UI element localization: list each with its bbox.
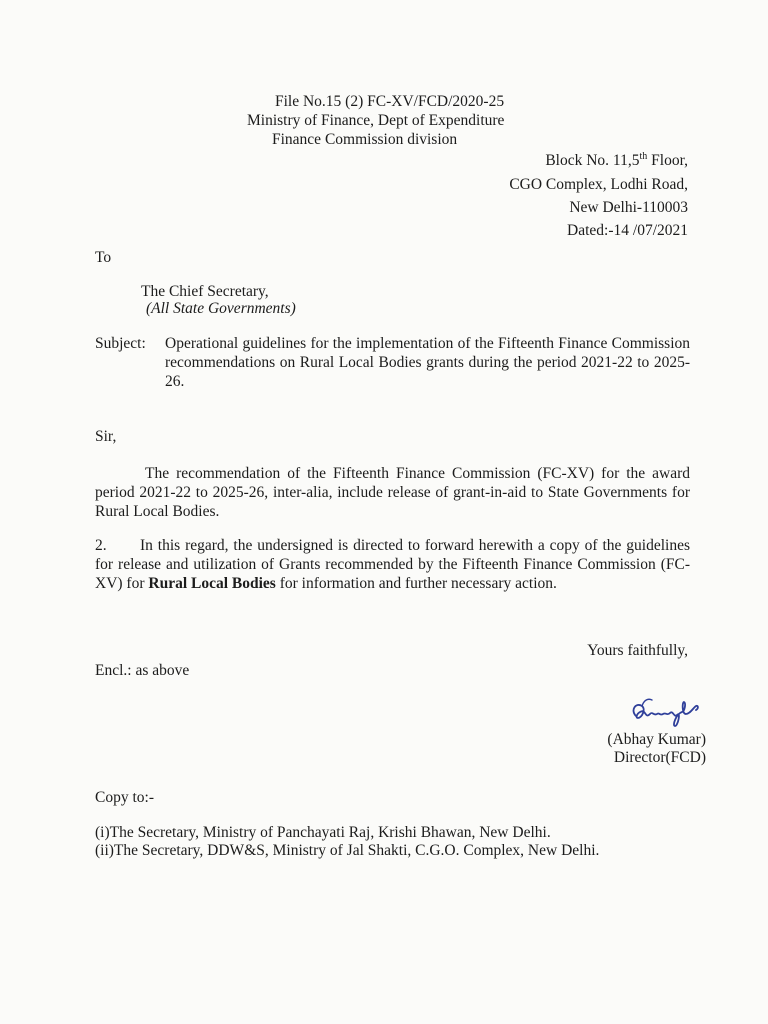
to-label: To: [95, 249, 112, 266]
enclosure: Encl.: as above: [95, 662, 190, 679]
subject-text: Operational guidelines for the implementation of the Fifteenth Finance Commission recommendations on Rural Local Bodies grants during the period 2021-22 to 2025-26.: [165, 335, 690, 390]
paragraph-2-number: 2.: [95, 537, 107, 554]
recipient-subtitle: (All State Governments): [146, 300, 296, 317]
address-line-1: Block No. 11,5th Floor,: [545, 150, 688, 169]
address-line-2: CGO Complex, Lodhi Road,: [509, 176, 688, 193]
handwritten-signature: [626, 694, 722, 730]
signatory-designation: Director(FCD): [613, 749, 706, 766]
paragraph-1: The recommendation of the Fifteenth Finance Commission (FC-XV) for the award period 2021-22 to 2025-26, inter-alia, include release of grant-in-aid to State Governments for Rural Local Bodies.: [95, 465, 690, 520]
recipient-title: The Chief Secretary,: [141, 283, 269, 300]
closing: Yours faithfully,: [587, 642, 688, 659]
copy-to-item-1: (i)The Secretary, Ministry of Panchayati Raj, Krishi Bhawan, New Delhi.: [95, 824, 551, 841]
paragraph-2: 2. In this regard, the undersigned is directed to forward herewith a copy of the guidelines for release and utilization of Grants recommended by the Fifteenth Finance Commission (FC-XV) for Rural Local Bodies for information and further necessary action.: [95, 537, 690, 592]
salutation: Sir,: [95, 428, 117, 445]
address-line-3: New Delhi-110003: [569, 199, 688, 216]
division-name: Finance Commission division: [272, 131, 458, 148]
date-line: Dated:-14 /07/2021: [567, 222, 688, 239]
file-number: File No.15 (2) FC-XV/FCD/2020-25: [275, 93, 505, 110]
signatory-name: (Abhay Kumar): [607, 731, 706, 748]
ministry-name: Ministry of Finance, Dept of Expenditure: [247, 112, 505, 129]
subject-label: Subject:: [95, 335, 146, 352]
copy-to-item-2: (ii)The Secretary, DDW&S, Ministry of Jal Shakti, C.G.O. Complex, New Delhi.: [95, 842, 600, 859]
rural-local-bodies-bold: Rural Local Bodies: [148, 575, 276, 592]
copy-to-label: Copy to:-: [95, 789, 154, 806]
